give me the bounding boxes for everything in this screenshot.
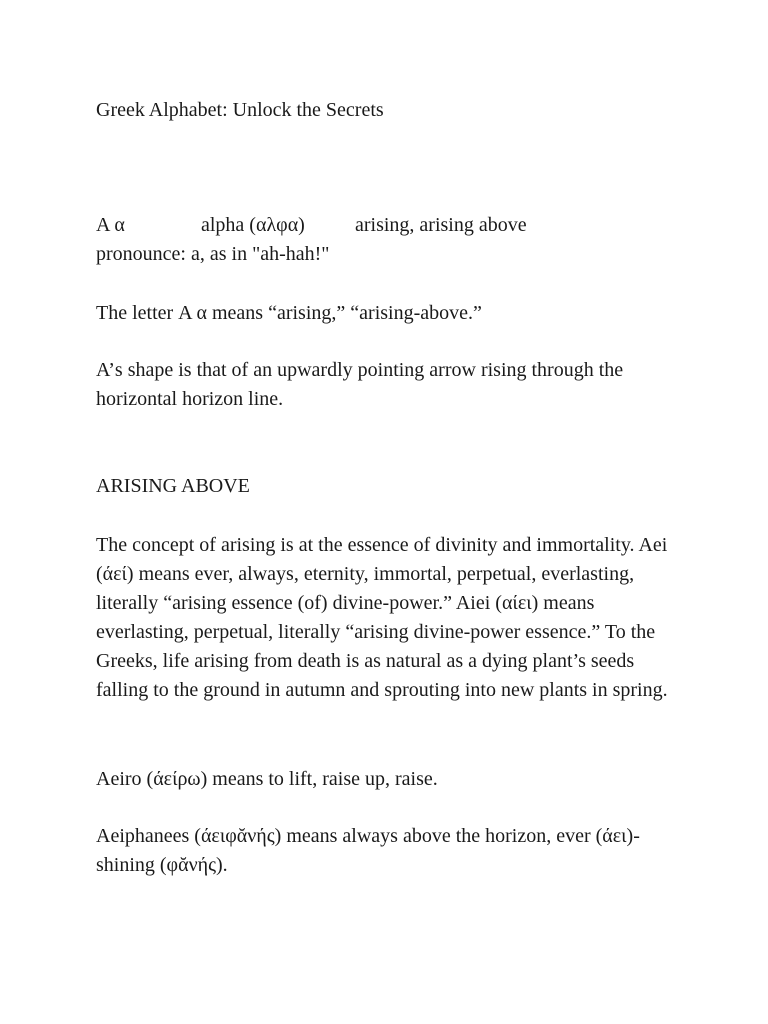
letter-entry-row <box>96 211 696 240</box>
aeiro-paragraph: Aeiro (άείρω) means to lift, raise up, raise. <box>96 768 438 790</box>
letter-name: alpha (αλφα) <box>201 214 305 236</box>
letter-means-paragraph: The letter Α α means “arising,” “arising-above.” <box>96 302 482 324</box>
pronunciation-line: pronounce: a, as in "ah-hah!" <box>96 243 330 265</box>
aeiphanees-paragraph: Aeiphanees (άειφᾰνής) means always above the horizon, ever (άει)-shining (φᾰνής). <box>96 825 640 876</box>
section-heading: ARISING ABOVE <box>96 475 250 497</box>
document-title: Greek Alphabet: Unlock the Secrets <box>96 99 384 121</box>
concept-paragraph: The concept of arising is at the essence of divinity and immortality. Aei (άεί) means ever, always, eternity, immortal, perpetual, everlasting, literally “arising essence (of) divine-power.” Aiei (αίει) means everlasting, perpetual, literally “arising divine-power essence.” To the Greeks, life arising from death is as natural as a dying plant’s seeds falling to the ground in autumn and sprouting into new plants in spring. <box>96 534 668 701</box>
letter-meaning: arising, arising above <box>355 214 527 236</box>
letter-glyph: Α α <box>96 214 125 236</box>
shape-paragraph: Α’s shape is that of an upwardly pointing arrow rising through the horizontal horizon line. <box>96 359 624 410</box>
